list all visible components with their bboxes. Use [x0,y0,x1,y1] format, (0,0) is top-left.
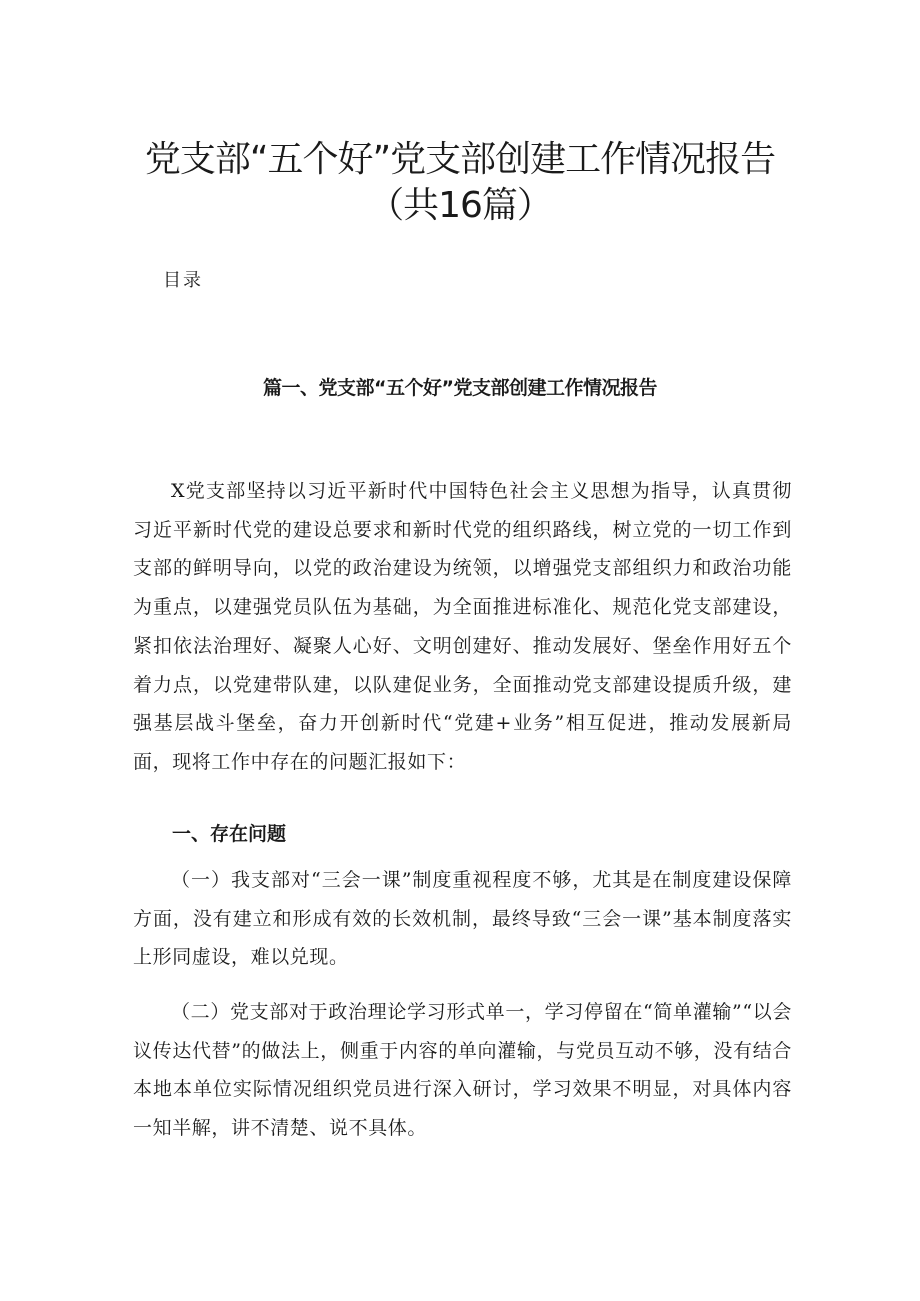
document-title: 党支部“五个好”党支部创建工作情况报告 [144,139,776,180]
body-paragraph-problem-2: （二）党支部对于政治理论学习形式单一，学习停留在“简单灌输”“以会议传达代替”的做法上，侧重于内容的单向灌输，与党员互动不够，没有结合本地本单位实际情况组织党员进行深入研讨，学习效果不明显，对具体内容一知半解，讲不清楚、说不具体。 [133,1001,792,1140]
section-heading: 篇一、党支部“五个好”党支部创建工作情况报告 [263,377,657,399]
document-title-count: （共16篇） [368,185,552,226]
toc-label: 目录 [163,270,203,291]
body-paragraph-intro: X党支部坚持以习近平新时代中国特色社会主义思想为指导，认真贯彻习近平新时代党的建设总要求和新时代党的组织路线，树立党的一切工作到支部的鲜明导向，以党的政治建设为统领，以增强党支部组织力和政治功能为重点，以建强党员队伍为基础，为全面推进标准化、规范化党支部建设，紧扣依法治理好、凝聚人心好、文明创建好、推动发展好、堡垒作用好五个着力点，以党建带队建，以队建促业务，全面推动党支部建设提质升级，建强基层战斗堡垒，奋力开创新时代“党建+业务”相互促进，推动发展新局面，现将工作中存在的问题汇报如下： [133,480,792,773]
body-paragraph-problem-1: （一）我支部对“三会一课”制度重视程度不够，尤其是在制度建设保障方面，没有建立和形成有效的长效机制，最终导致“三会一课”基本制度落实上形同虚设，难以兑现。 [133,869,792,969]
subheading-existing-problems: 一、存在问题 [172,823,287,845]
